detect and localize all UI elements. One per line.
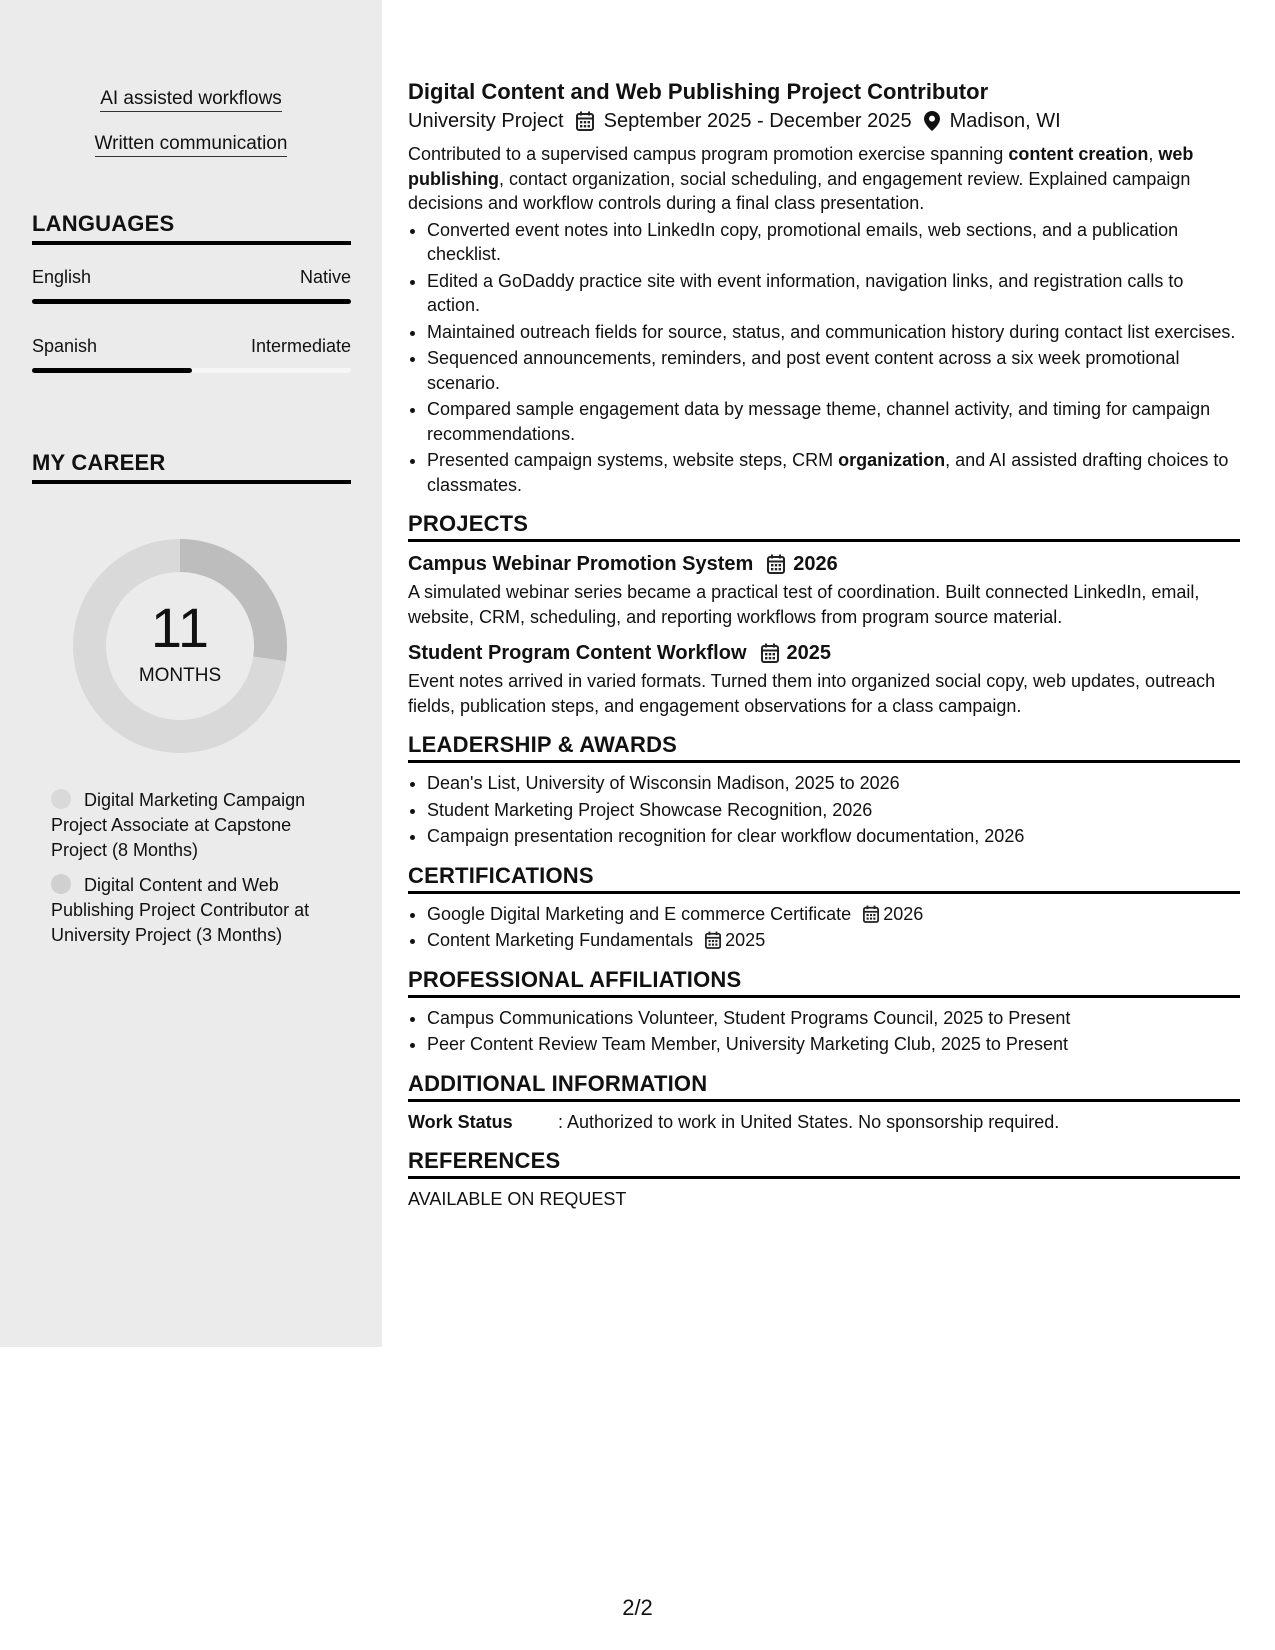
- certification-name: • Google Digital Marketing and E commerce Certificate: [427, 903, 852, 924]
- career-heading: MY CAREER: [32, 450, 351, 484]
- job-bullets: [408, 218, 1240, 498]
- calendar-icon: [576, 111, 594, 131]
- career-legend-item: [51, 873, 341, 948]
- language-proficiency-bar: [32, 299, 351, 304]
- work-status-label: Work Status: [408, 1111, 513, 1132]
- job-org: University Project: [408, 110, 564, 132]
- list-item: • Maintained outreach fields for source, status, and communication history during contact list exercises.: [427, 320, 1240, 345]
- language-level: Native: [299, 267, 351, 287]
- language-name: Spanish: [32, 336, 98, 356]
- list-item: • Student Marketing Project Showcase Recognition, 2026: [427, 798, 1240, 823]
- project-description: Event notes arrived in varied formats. Turned them into organized social copy, web updates, outreach fields, publication steps, and engagement observations for a class campaign.: [408, 671, 1216, 716]
- career-legend-text: Digital Marketing Campaign Project Associate at Capstone Project (8 Months): [51, 790, 306, 860]
- calendar-icon: [767, 554, 785, 574]
- language-proficiency-fill: [32, 299, 351, 304]
- certification-year: 2025: [725, 930, 766, 950]
- job-meta: [408, 106, 1240, 136]
- project-description: A simulated webinar series became a practical test of coordination. Built connected LinkedIn, email, website, CRM, scheduling, and reporting workflows from program source material.: [408, 582, 1200, 627]
- skill-tag: [0, 133, 382, 155]
- legend-dot-icon: [51, 874, 71, 894]
- list-item: [427, 902, 1240, 927]
- list-item: • Presented campaign systems, website steps, CRM organization, and AI assisted drafting choices to classmates.: [427, 448, 1240, 497]
- certifications-heading: CERTIFICATIONS: [408, 863, 1240, 894]
- work-status-value: : Authorized to work in United States. No sponsorship required.: [558, 1111, 1060, 1132]
- additional-info-heading: ADDITIONAL INFORMATION: [408, 1071, 1240, 1102]
- list-item: • Campaign presentation recognition for clear workflow documentation, 2026: [427, 824, 1240, 849]
- main-content: [408, 78, 1240, 1211]
- list-item: • Edited a GoDaddy practice site with event information, navigation links, and registration calls to action.: [427, 269, 1240, 318]
- languages-heading: LANGUAGES: [32, 211, 351, 245]
- job-summary: Contributed to a supervised campus program promotion exercise spanning content creation, web publishing, contact organization, social scheduling, and engagement review. Explained campaign decisions and workflow controls during a final class presentation.: [408, 144, 1194, 213]
- certification-year: 2026: [883, 903, 924, 924]
- references-heading: REFERENCES: [408, 1148, 1240, 1179]
- skill-tag-label: Written communication: [95, 133, 288, 157]
- list-item: • Converted event notes into LinkedIn copy, promotional emails, web sections, and a publication checklist.: [427, 218, 1240, 267]
- project-title-row: [408, 639, 1240, 667]
- location-pin-icon: [924, 111, 940, 131]
- list-item: • Campus Communications Volunteer, Student Programs Council, 2025 to Present: [427, 1006, 1240, 1031]
- project-year: 2026: [793, 553, 838, 575]
- list-item: • Compared sample engagement data by message theme, channel activity, and timing for campaign recommendations.: [427, 397, 1240, 446]
- affiliations-list: [408, 1006, 1240, 1057]
- project-title: Campus Webinar Promotion System: [408, 553, 754, 575]
- project-year: 2025: [786, 642, 832, 664]
- leadership-heading: LEADERSHIP & AWARDS: [408, 732, 1240, 763]
- legend-dot-icon: [51, 789, 71, 809]
- job-title: Digital Content and Web Publishing Project Contributor: [408, 79, 989, 104]
- language-proficiency-bar: [32, 368, 351, 373]
- career-legend-item: [51, 788, 341, 863]
- list-item: • Peer Content Review Team Member, University Marketing Club, 2025 to Present: [427, 1032, 1240, 1057]
- project-title-row: [408, 550, 1240, 578]
- certifications-list: [408, 902, 1240, 953]
- affiliations-heading: PROFESSIONAL AFFILIATIONS: [408, 967, 1240, 998]
- page-number: 2/2: [622, 1595, 653, 1620]
- calendar-icon: [705, 931, 721, 949]
- language-level: Intermediate: [250, 336, 351, 356]
- list-item: [427, 928, 1240, 953]
- language-row: [32, 336, 351, 357]
- certification-name: • Content Marketing Fundamentals: [427, 930, 694, 950]
- leadership-list: [408, 771, 1240, 849]
- calendar-icon: [863, 905, 879, 923]
- career-total-unit: MONTHS: [138, 665, 222, 686]
- projects-heading: PROJECTS: [408, 511, 1240, 542]
- skill-tag: [0, 88, 382, 110]
- career-total-number: 11: [150, 596, 210, 659]
- language-row: [32, 267, 351, 288]
- calendar-icon: [761, 643, 779, 663]
- references-text: AVAILABLE ON REQUEST: [408, 1188, 627, 1209]
- list-item: • Sequenced announcements, reminders, and post event content across a six week promotional scenario.: [427, 346, 1240, 395]
- sidebar: [0, 0, 382, 1347]
- list-item: • Dean's List, University of Wisconsin Madison, 2025 to 2026: [427, 771, 1240, 796]
- career-legend-text: Digital Content and Web Publishing Project Contributor at University Project (3 Months): [51, 875, 310, 945]
- job-dates: September 2025 - December 2025: [603, 110, 912, 132]
- work-status-row: [408, 1110, 1240, 1134]
- language-proficiency-fill: [32, 368, 192, 373]
- project-title: Student Program Content Workflow: [408, 642, 747, 664]
- job-location: Madison, WI: [949, 110, 1061, 132]
- language-name: English: [32, 267, 92, 287]
- skill-tag-label: AI assisted workflows: [100, 88, 282, 112]
